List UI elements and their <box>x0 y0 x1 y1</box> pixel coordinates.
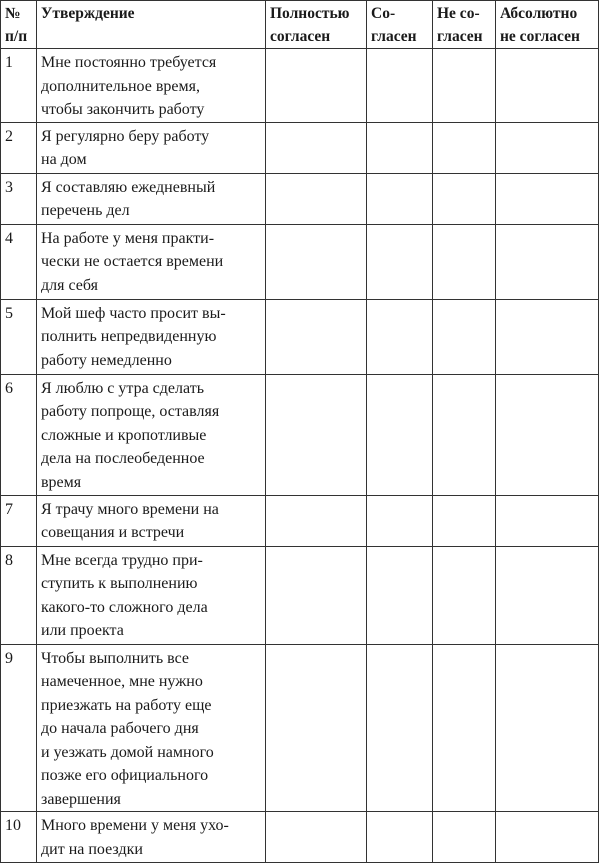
answer-agree-cell[interactable] <box>367 374 433 495</box>
answer-fully-disagree-cell[interactable] <box>496 224 599 299</box>
statement-cell <box>37 644 266 812</box>
answer-fully-agree-cell[interactable] <box>266 173 367 224</box>
answer-agree-cell[interactable] <box>367 495 433 546</box>
header-num <box>1 1 37 49</box>
statement-line: дополнительное время, <box>41 77 200 95</box>
statement-line: завершения <box>41 790 121 808</box>
answer-fully-disagree-cell[interactable] <box>496 374 599 495</box>
statement-line: Мой шеф часто просит вы- <box>41 304 226 322</box>
header-fully-disagree-line: Абсолютно <box>500 5 578 22</box>
answer-fully-disagree-cell[interactable] <box>496 495 599 546</box>
answer-disagree-cell[interactable] <box>433 49 496 123</box>
answer-agree-cell[interactable] <box>367 546 433 644</box>
statement-cell <box>37 812 266 863</box>
statement-line: чтобы закончить работу <box>41 101 205 118</box>
header-num-line: № <box>5 5 21 22</box>
table-row <box>1 495 599 546</box>
answer-disagree-cell[interactable] <box>433 546 496 644</box>
answer-fully-disagree-cell[interactable] <box>496 173 599 224</box>
statement-line: Чтобы выполнить все <box>41 649 189 667</box>
statement-line: на дом <box>41 151 87 168</box>
answer-agree-cell[interactable] <box>367 122 433 173</box>
statement-line: работу немедленно <box>41 351 172 369</box>
answer-agree-cell[interactable] <box>367 812 433 863</box>
answer-agree-cell[interactable] <box>367 173 433 224</box>
statement-cell <box>37 49 266 123</box>
header-statement-line: Утверждение <box>41 5 135 22</box>
statement-line: и уезжать домой намного <box>41 743 214 761</box>
statement-line: Я люблю с утра сделать <box>41 379 204 397</box>
answer-agree-cell[interactable] <box>367 299 433 374</box>
statement-line: перечень дел <box>41 202 130 219</box>
header-fully-disagree-line: не согласен <box>500 28 580 45</box>
answer-fully-disagree-cell[interactable] <box>496 122 599 173</box>
row-number: 8 <box>1 546 37 644</box>
statement-cell <box>37 495 266 546</box>
statement-line: чески не остается времени <box>41 253 224 270</box>
header-fully-agree <box>266 1 367 49</box>
statement-line: полнить непредвиденную <box>41 328 217 345</box>
table-row <box>1 374 599 495</box>
answer-agree-cell[interactable] <box>367 644 433 812</box>
answer-disagree-cell[interactable] <box>433 495 496 546</box>
header-agree-line: гласен <box>371 28 417 45</box>
answer-fully-agree-cell[interactable] <box>266 812 367 863</box>
answer-fully-agree-cell[interactable] <box>266 546 367 644</box>
table-row <box>1 546 599 644</box>
table-row <box>1 644 599 812</box>
header-fully-agree-line: согласен <box>270 28 331 45</box>
answer-disagree-cell[interactable] <box>433 644 496 812</box>
statement-cell <box>37 224 266 299</box>
table-row <box>1 49 599 123</box>
statement-line: Я трачу много времени на <box>41 500 219 518</box>
row-number: 5 <box>1 299 37 374</box>
header-agree-line: Со- <box>371 5 396 22</box>
table-row <box>1 812 599 863</box>
statement-cell <box>37 122 266 173</box>
answer-fully-agree-cell[interactable] <box>266 224 367 299</box>
row-number: 1 <box>1 49 37 123</box>
answer-agree-cell[interactable] <box>367 224 433 299</box>
statement-cell <box>37 173 266 224</box>
statement-line: до начала рабочего дня <box>41 720 199 737</box>
answer-fully-agree-cell[interactable] <box>266 122 367 173</box>
statement-line: сложные и кропотливые <box>41 426 207 444</box>
table-header <box>1 1 599 49</box>
statement-line: совещания и встречи <box>41 524 185 541</box>
statement-line: Много времени у меня ухо- <box>41 817 229 834</box>
statement-line: работу попроще, оставляя <box>41 403 220 420</box>
header-disagree-line: Не со- <box>437 5 480 22</box>
answer-fully-disagree-cell[interactable] <box>496 812 599 863</box>
table-row <box>1 299 599 374</box>
statement-line: дит на поездки <box>41 840 143 858</box>
statement-line: Я регулярно беру работу <box>41 127 210 145</box>
answer-fully-disagree-cell[interactable] <box>496 644 599 812</box>
answer-fully-disagree-cell[interactable] <box>496 49 599 123</box>
statement-line: позже его официального <box>41 767 209 784</box>
statement-line: какого-то сложного дела <box>41 598 208 616</box>
statement-line: ступить к выполнению <box>41 575 198 592</box>
row-number: 9 <box>1 644 37 812</box>
table-row <box>1 224 599 299</box>
row-number: 3 <box>1 173 37 224</box>
header-statement <box>37 1 266 49</box>
answer-disagree-cell[interactable] <box>433 812 496 863</box>
answer-disagree-cell[interactable] <box>433 299 496 374</box>
header-disagree <box>433 1 496 49</box>
table-row <box>1 173 599 224</box>
answer-agree-cell[interactable] <box>367 49 433 123</box>
answer-fully-disagree-cell[interactable] <box>496 546 599 644</box>
row-number: 7 <box>1 495 37 546</box>
statement-cell <box>37 299 266 374</box>
statement-line: Я составляю ежедневный <box>41 178 216 196</box>
statement-line: На работе у меня практи- <box>41 229 215 247</box>
header-fully-disagree <box>496 1 599 49</box>
statement-cell <box>37 546 266 644</box>
statement-line: дела на послеобеденное <box>41 450 205 467</box>
header-fully-agree-line: Полностью <box>270 5 350 22</box>
answer-fully-agree-cell[interactable] <box>266 495 367 546</box>
answer-fully-agree-cell[interactable] <box>266 49 367 123</box>
answer-fully-agree-cell[interactable] <box>266 299 367 374</box>
header-row <box>1 1 599 49</box>
header-num-line: п/п <box>5 28 28 45</box>
statement-line: для себя <box>41 276 98 294</box>
statement-line: намеченное, мне нужно <box>41 673 203 690</box>
answer-disagree-cell[interactable] <box>433 122 496 173</box>
statement-line: время <box>41 473 82 491</box>
header-disagree-line: гласен <box>437 28 483 45</box>
table-body <box>1 49 599 863</box>
answer-disagree-cell[interactable] <box>433 224 496 299</box>
row-number: 6 <box>1 374 37 495</box>
answer-disagree-cell[interactable] <box>433 374 496 495</box>
answer-disagree-cell[interactable] <box>433 173 496 224</box>
row-number: 10 <box>1 812 37 863</box>
row-number: 2 <box>1 122 37 173</box>
row-number: 4 <box>1 224 37 299</box>
table-row <box>1 122 599 173</box>
statement-line: Мне постоянно требуется <box>41 54 217 71</box>
statement-line: приезжать на работу еще <box>41 696 212 714</box>
answer-fully-agree-cell[interactable] <box>266 374 367 495</box>
answer-fully-disagree-cell[interactable] <box>496 299 599 374</box>
statement-cell <box>37 374 266 495</box>
statement-line: или проекта <box>41 622 124 639</box>
answer-fully-agree-cell[interactable] <box>266 644 367 812</box>
header-agree <box>367 1 433 49</box>
statement-line: Мне всегда трудно при- <box>41 551 203 569</box>
